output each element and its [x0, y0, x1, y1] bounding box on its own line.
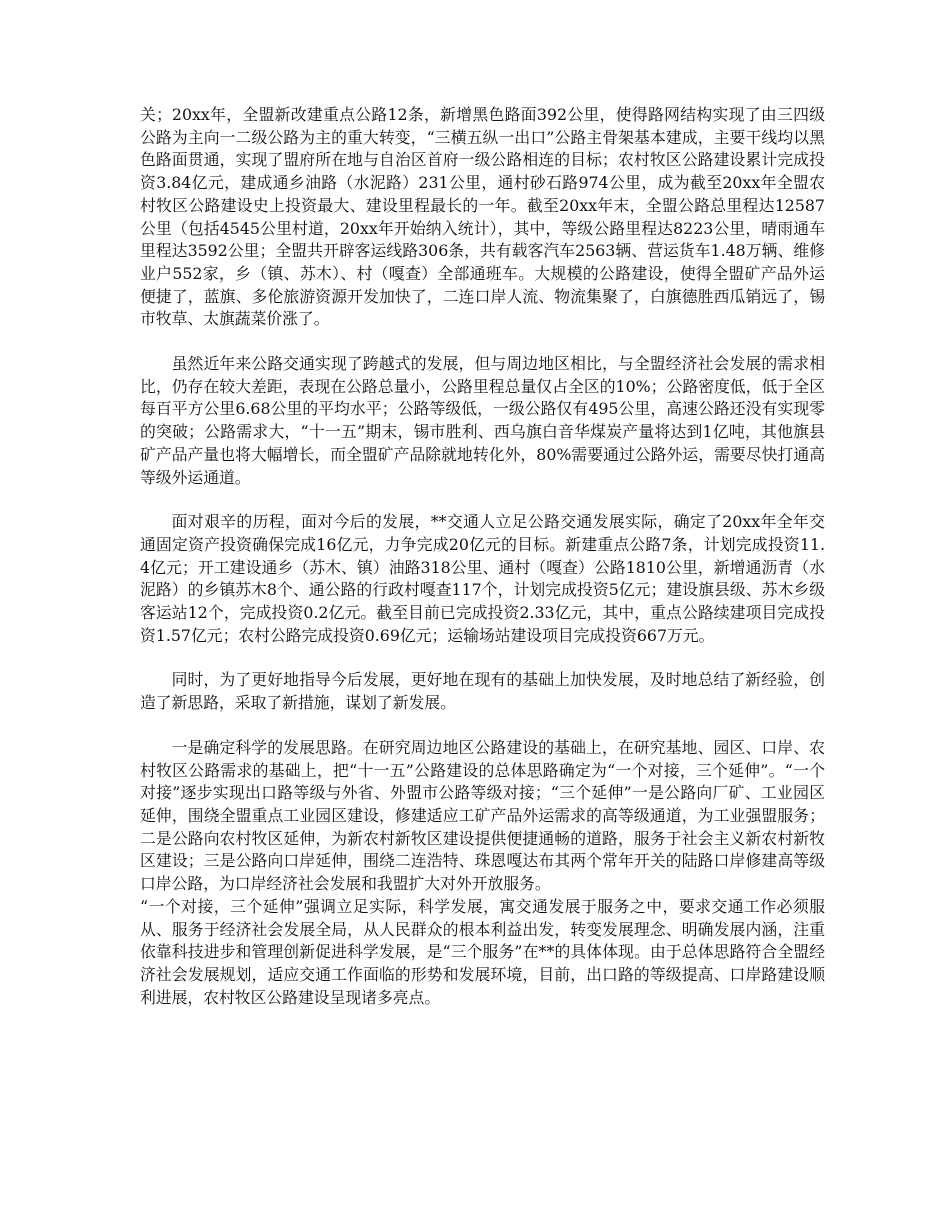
paragraph-development-strategy: 一是确定科学的发展思路。在研究周边地区公路建设的基础上，在研究基地、园区、口岸、农村牧区公路需求的基础上，把“十一五”公路建设的总体思路确定为“一个对接，三个延伸”。“一个对接”逐步实现出口路等级与外省、外盟市公路等级对接；“三个延伸”一是公路向厂矿、工业园区延伸，围绕全盟重点工业园区建设，修建适应工矿产品外运需求的高等级通道，为工业强盟服务；二是公路向农村牧区延伸，为新农村新牧区建设提供便捷通畅的道路，服务于社会主义新农村新牧区建设；三是公路向口岸延伸，围绕二连浩特、珠恩嘎达布其两个常年开关的陆路口岸修建高等级口岸公路，为口岸经济社会发展和我盟扩大对外开放服务。 — [140, 737, 825, 894]
paragraph-strategy-summary: “一个对接，三个延伸”强调立足实际，科学发展，寓交通发展于服务之中，要求交通工作必须服从、服务于经济社会发展全局，从人民群众的根本利益出发，转变发展理念、明确发展内涵，注重依靠科技进步和管理创新促进科学发展，是“三个服务”在**的具体体现。由于总体思路符合全盟经济社会发展规划，适应交通工作面临的形势和发展环境，目前，出口路的等级提高、口岸路建设顺利进展，农村牧区公路建设呈现诸多亮点。 — [140, 896, 825, 1007]
paragraph-road-network-results: 关；20xx年，全盟新改建重点公路12条，新增黑色路面392公里，使得路网结构实现了由三四级公路为主向一二级公路为主的重大转变，“三横五纵一出口”公路主骨架基本建成，主要干线均以黑色路面贯通，实现了盟府所在地与自治区首府一级公路相连的目标；农村牧区公路建设累计完成投资3.84亿元，建成通乡油路（水泥路）231公里，通村砂石路974公里，成为截至20xx年全盟农村牧区公路建设史上投资最大、建设里程最长的一年。截至20xx年末，全盟公路总里程达12587公里（包括4545公里村道，20xx年开始纳入统计），其中，等级公路里程达8223公里，晴雨通车里程达3592公里；全盟共开辟客运线路306条，共有载客汽车2563辆、营运货车1.48万辆、维修业户552家，乡（镇、苏木）、村（嘎查）全部通班车。大规模的公路建设，使得全盟矿产品外运便捷了，蓝旗、多伦旅游资源开发加快了，二连口岸人流、物流集聚了，白旗德胜西瓜销远了，锡市牧草、太旗蔬菜价涨了。 — [140, 105, 825, 329]
paragraph-investment-targets: 面对艰辛的历程，面对今后的发展，**交通人立足公路交通发展实际，确定了20xx年全年交通固定资产投资确保完成16亿元，力争完成20亿元的目标。新建重点公路7条，计划完成投资11.4亿元；开工建设通乡（苏木、镇）油路318公里、通村（嘎查）公路1810公里，新增通沥青（水泥路）的乡镇苏木8个、通公路的行政村嘎查117个，计划完成投资5亿元；建设旗县级、苏木乡级客运站12个，完成投资0.2亿元。截至目前已完成投资2.33亿元，其中，重点公路续建项目完成投资1.57亿元；农村公路完成投资0.69亿元；运输场站建设项目完成投资667万元。 — [140, 512, 825, 645]
paragraph-new-approach: 同时，为了更好地指导今后发展，更好地在现有的基础上加快发展，及时地总结了新经验，创造了新思路，采取了新措施，谋划了新发展。 — [140, 670, 825, 713]
paragraph-development-gap: 虽然近年来公路交通实现了跨越式的发展，但与周边地区相比，与全盟经济社会发展的需求相比，仍存在较大差距，表现在公路总量小，公路里程总量仅占全区的10%；公路密度低，低于全区每百平方公里6.68公里的平均水平；公路等级低，一级公路仅有495公里，高速公路还没有实现零的突破；公路需求大，“十一五”期末，锡市胜利、西乌旗白音华煤炭产量将达到1亿吨，其他旗县矿产品产量也将大幅增长，而全盟矿产品除就地转化外，80%需要通过公路外运，需要尽快打通高等级外运通道。 — [140, 354, 825, 487]
document-page — [140, 104, 825, 1031]
